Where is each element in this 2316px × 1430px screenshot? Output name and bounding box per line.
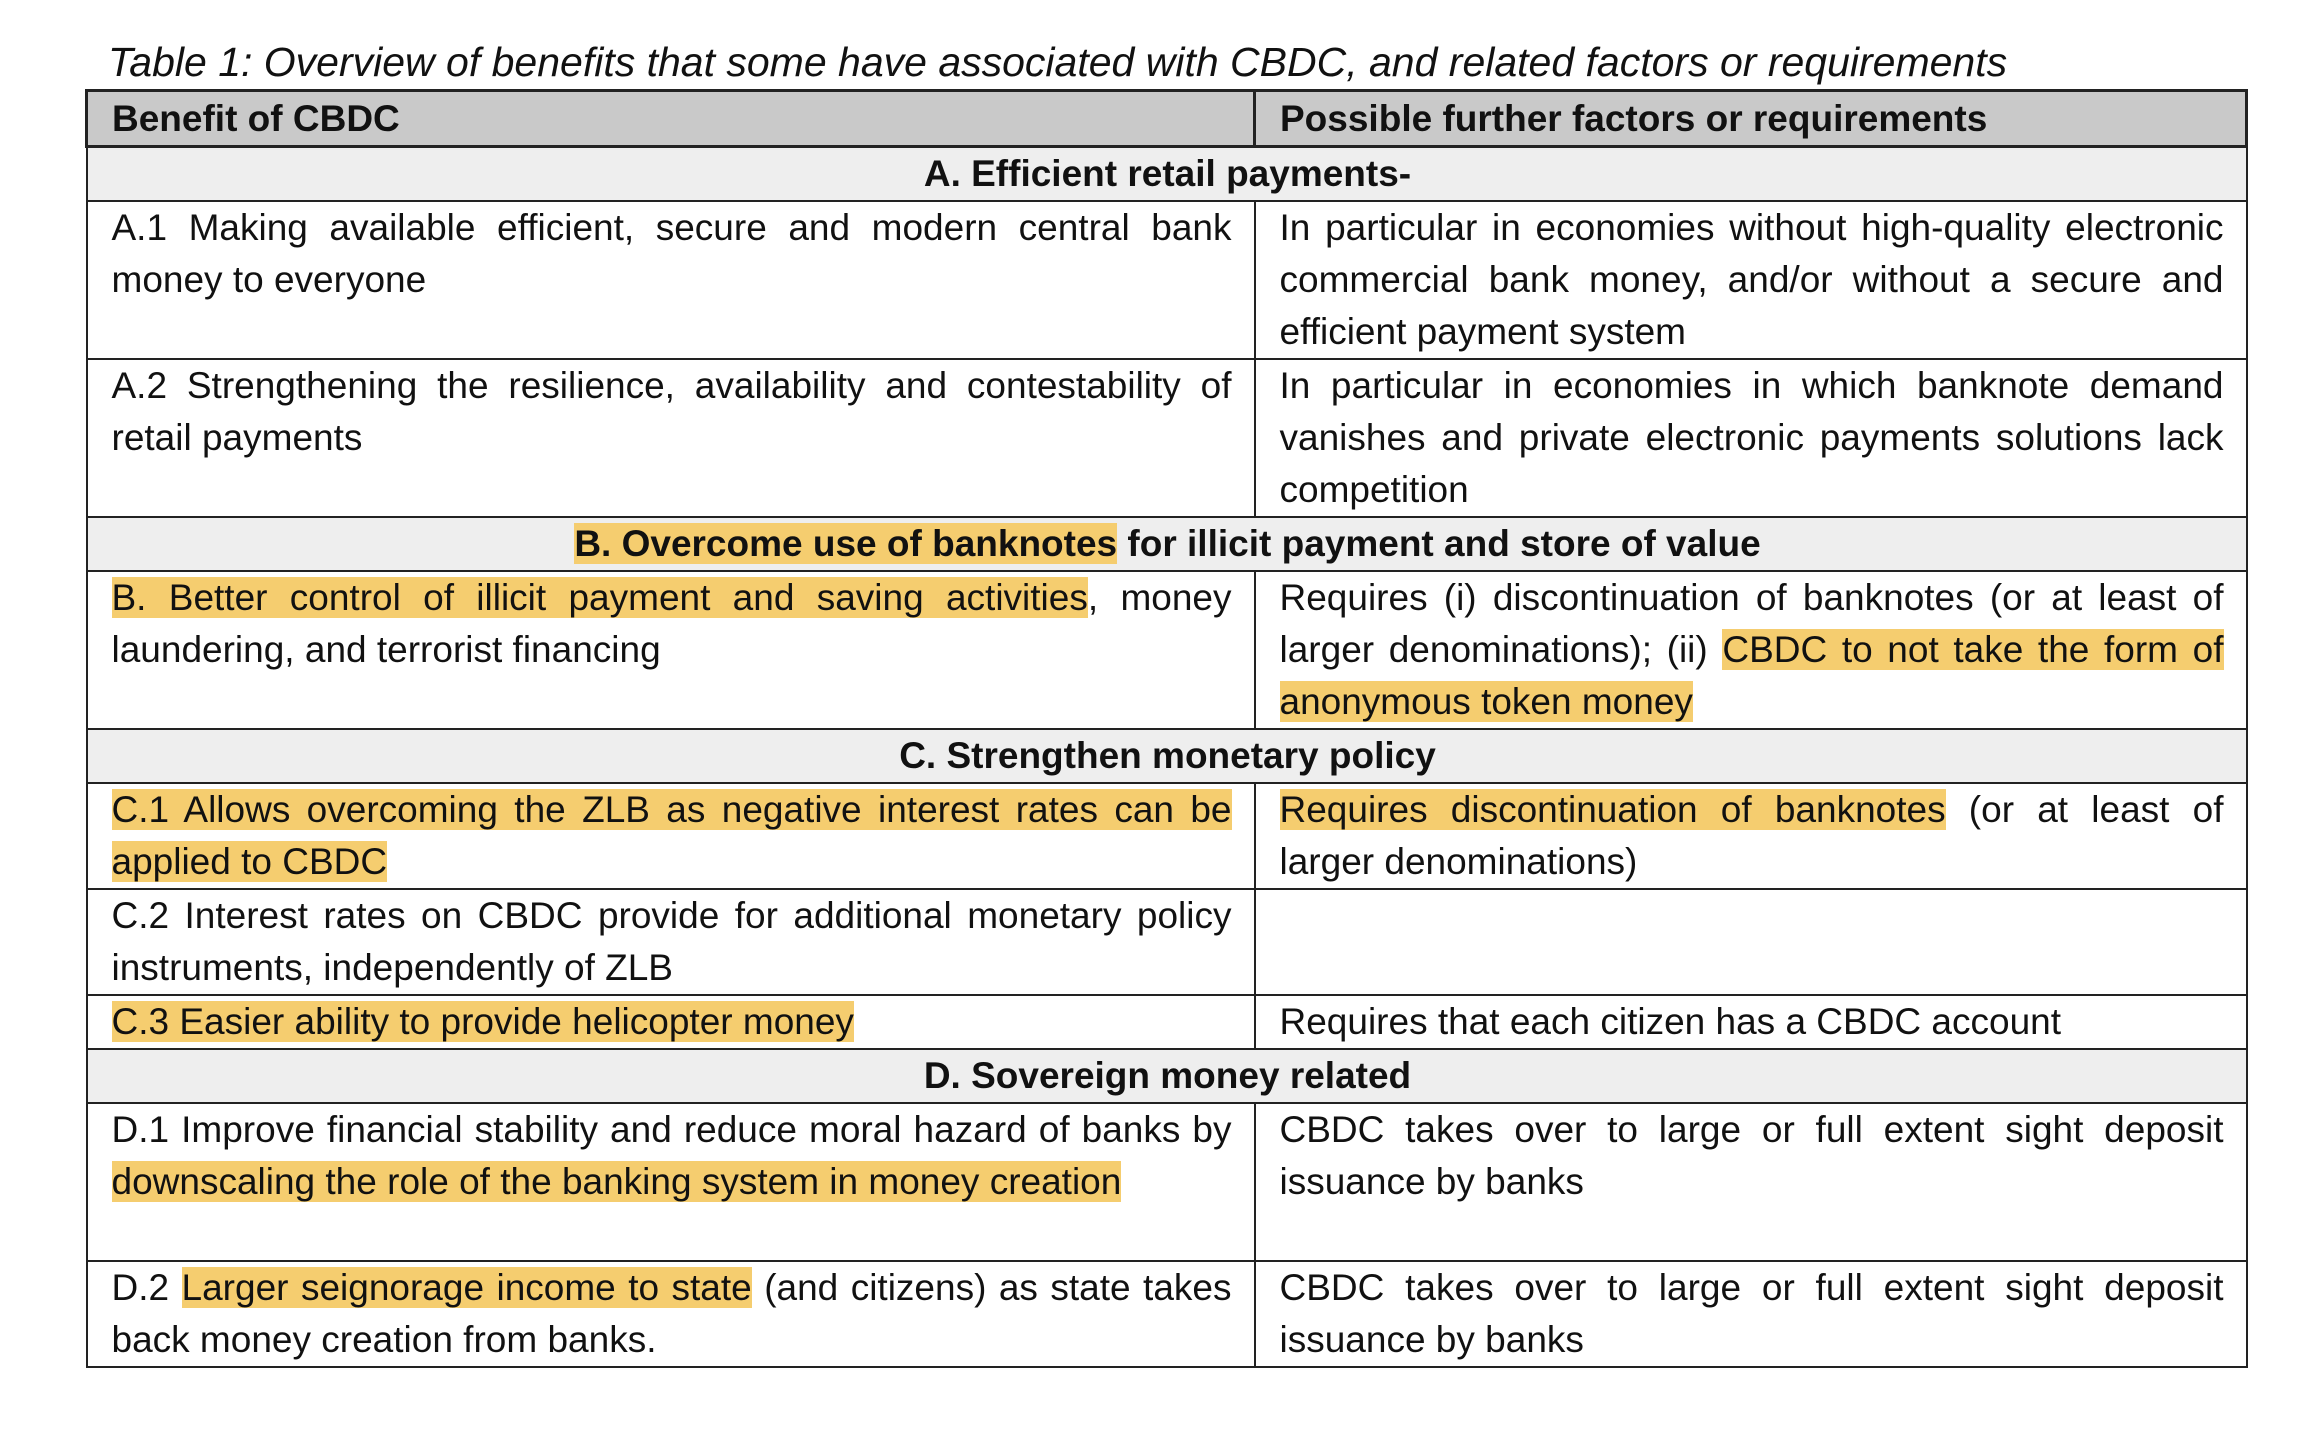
table-row-d1 <box>87 1103 2247 1261</box>
benefit-d2-rest: (and citizens) as state takes back money creation from banks. <box>111 1267 1232 1360</box>
benefit-d2-pre: D.2 <box>111 1267 182 1308</box>
section-title-b <box>87 517 2247 571</box>
factor-cell-d1: CBDC takes over to large or full extent sight deposit issuance by banks <box>1255 1103 2247 1261</box>
section-title-b-rest: for illicit payment and store of value <box>1117 523 1761 564</box>
section-title-c: C. Strengthen monetary policy <box>87 729 2247 783</box>
factor-cell-c1 <box>1255 783 2247 889</box>
section-row-b <box>87 517 2247 571</box>
section-row-c <box>87 729 2247 783</box>
table-row-d2 <box>87 1261 2247 1367</box>
factor-cell-a1: In particular in economies without high-quality electronic commercial bank money, and/or without a secure and efficient payment system <box>1255 201 2247 359</box>
benefit-cell-a1: A.1 Making available efficient, secure and modern central bank money to everyone <box>87 201 1255 359</box>
highlight-span: downscaling the role of the banking system in money creation <box>111 1161 1122 1202</box>
factor-cell-b <box>1255 571 2247 729</box>
factor-c1-rest: (or at least of larger denominations) <box>1279 789 2224 882</box>
benefit-cell-d2 <box>87 1261 1255 1367</box>
benefit-cell-d1 <box>87 1103 1255 1261</box>
section-title-d: D. Sovereign money related <box>87 1049 2247 1103</box>
factor-cell-a2: In particular in economies in which banknote demand vanishes and private electronic payments solutions lack competition <box>1255 359 2247 517</box>
factor-cell-c2 <box>1255 889 2247 995</box>
highlight-span: Requires discontinuation of banknotes <box>1279 789 1946 830</box>
benefit-d1-pre: D.1 Improve financial stability and reduce moral hazard of banks by <box>111 1109 1232 1150</box>
table-row-a2 <box>87 359 2247 517</box>
table-row-c2 <box>87 889 2247 995</box>
benefit-cell-c3 <box>87 995 1255 1049</box>
benefit-cell-a2: A.2 Strengthening the resilience, availability and contestability of retail payments <box>87 359 1255 517</box>
table-row-b <box>87 571 2247 729</box>
benefit-cell-b <box>87 571 1255 729</box>
benefit-cell-c2: C.2 Interest rates on CBDC provide for additional monetary policy instruments, independently of ZLB <box>87 889 1255 995</box>
header-benefit: Benefit of CBDC <box>87 91 1255 147</box>
benefit-cell-c1 <box>87 783 1255 889</box>
section-row-d <box>87 1049 2247 1103</box>
table-row-c1 <box>87 783 2247 889</box>
factor-cell-c3: Requires that each citizen has a CBDC account <box>1255 995 2247 1049</box>
highlight-span: B. Better control of illicit payment and saving activities <box>111 577 1088 618</box>
section-title-a: A. Efficient retail payments- <box>87 147 2247 202</box>
factor-cell-d2: CBDC takes over to large or full extent sight deposit issuance by banks <box>1255 1261 2247 1367</box>
table-header-row <box>87 91 2247 147</box>
header-factors: Possible further factors or requirements <box>1255 91 2247 147</box>
highlight-span: B. Overcome use of banknotes <box>574 523 1118 564</box>
benefits-table <box>85 89 2248 1368</box>
highlight-span: CBDC to not take the form of anonymous token money <box>1279 629 2224 722</box>
table-row-c3 <box>87 995 2247 1049</box>
section-row-a <box>87 147 2247 202</box>
factor-b-pre: Requires (i) discontinuation of banknotes (or at least of larger denominations); (ii) <box>1279 577 2224 670</box>
table-caption: Table 1: Overview of benefits that some have associated with CBDC, and related factors or requirements <box>108 39 2008 85</box>
highlight-span: Larger seignorage income to state <box>181 1267 752 1308</box>
table-row-a1 <box>87 201 2247 359</box>
benefit-b-rest: , money laundering, and terrorist financing <box>111 577 1232 670</box>
highlight-span: C.1 Allows overcoming the ZLB as negative interest rates can be applied to CBDC <box>111 789 1232 882</box>
highlight-span: C.3 Easier ability to provide helicopter money <box>111 1001 854 1042</box>
